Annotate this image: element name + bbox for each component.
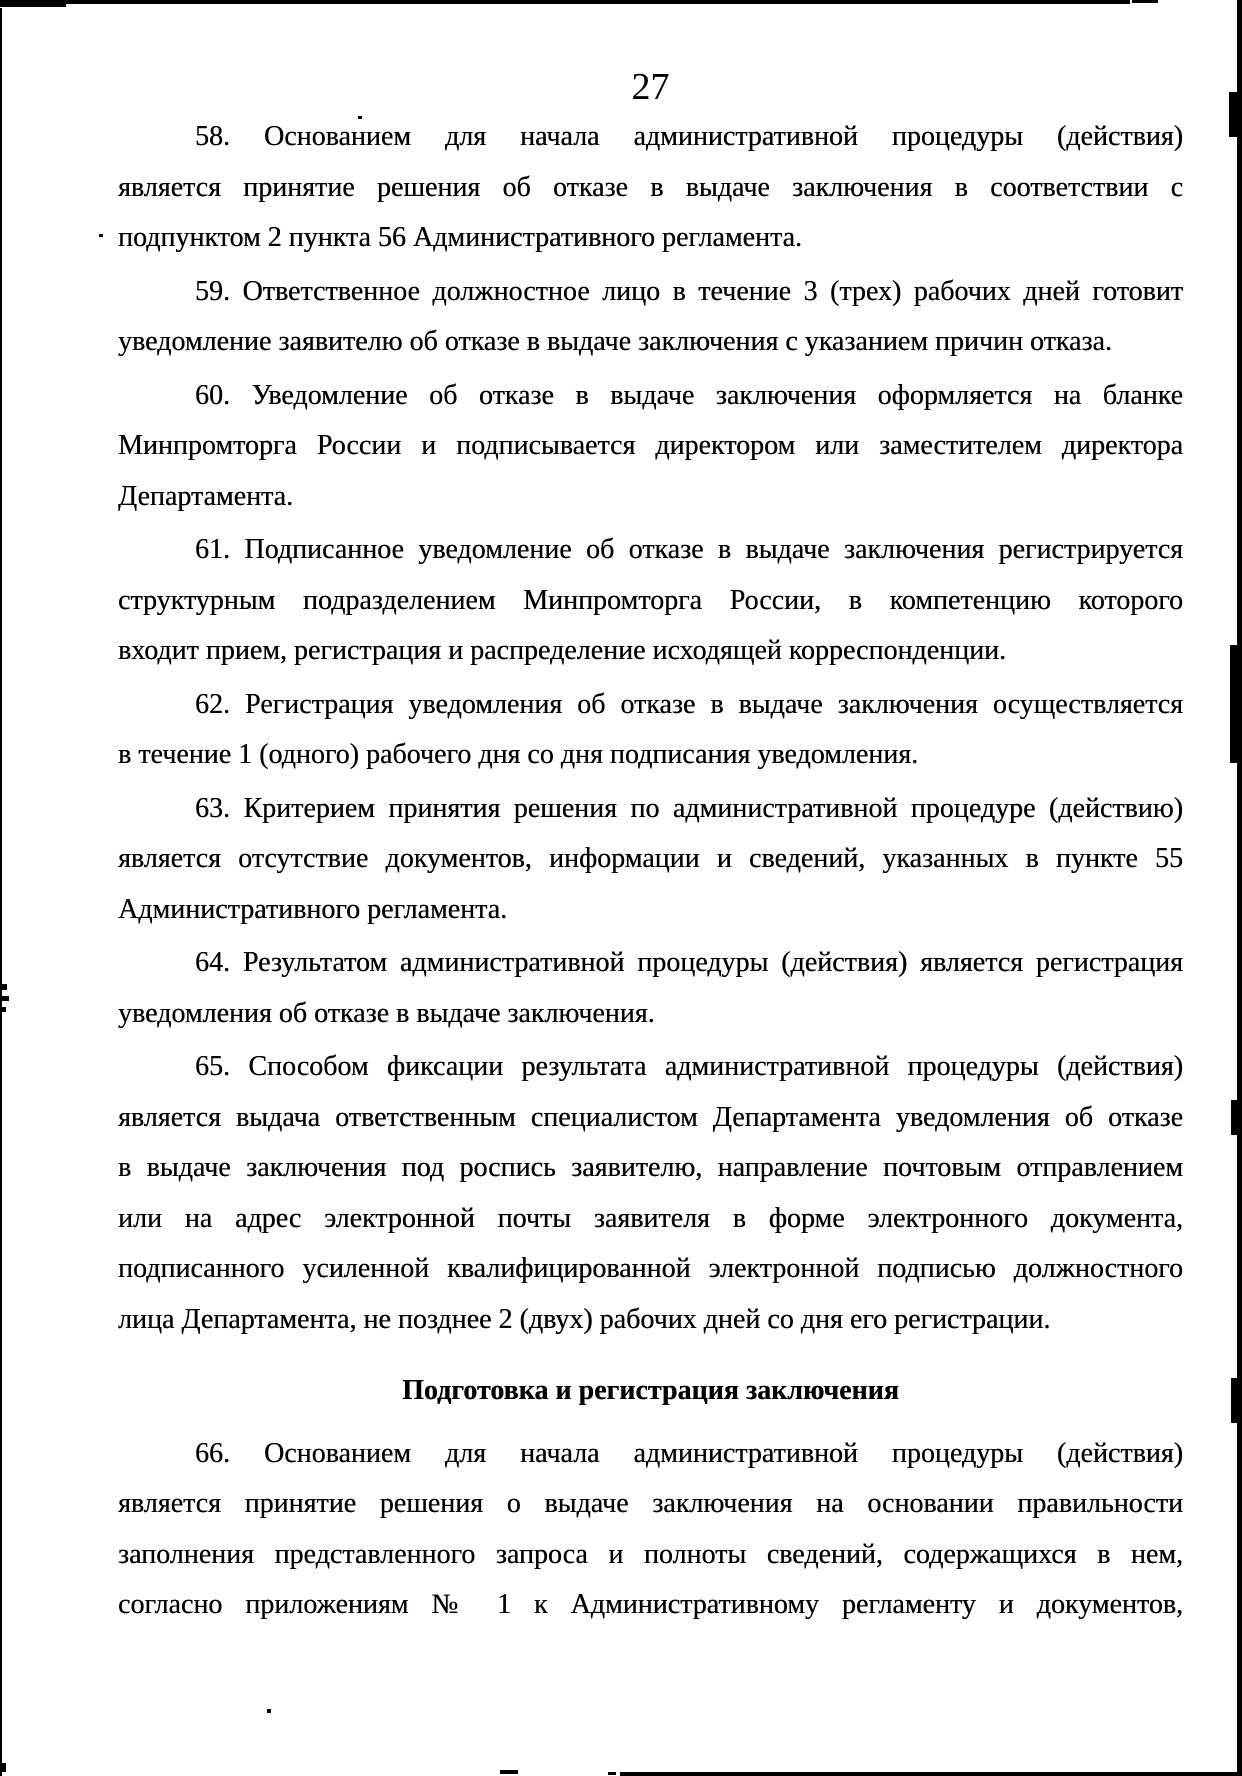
paragraph-64 bbox=[118, 938, 1183, 1039]
scan-artifact-right-tick bbox=[1229, 92, 1237, 137]
paragraph-64-line: уведомления об отказе в выдаче заключения. bbox=[118, 997, 655, 1029]
paragraph-64-line: 64. Результатом административной процедуры (действия) является регистрация bbox=[195, 947, 1183, 978]
paragraph-59-line: уведомление заявителю об отказе в выдаче заключения с указанием причин отказа. bbox=[118, 326, 1112, 357]
paragraph-66-line: заполнения представленного запроса и полноты сведений, содержащихся в нем, bbox=[118, 1538, 1183, 1570]
paragraph-61-line: структурным подразделением Минпромторга России, в компетенцию которого bbox=[118, 584, 1183, 616]
scan-artifact-right-tick bbox=[1231, 1378, 1237, 1423]
paragraph-66-line: согласно приложениям № 1 к Административному регламенту и документов, bbox=[118, 1589, 1183, 1620]
scan-artifact-right-border bbox=[1237, 0, 1242, 1776]
paragraph-62-line: 62. Регистрация уведомления об отказе в выдаче заключения осуществляется bbox=[195, 688, 1183, 720]
paragraph-63 bbox=[118, 784, 1183, 936]
page-number: 27 bbox=[631, 66, 670, 108]
paragraph-66-line: является принятие решения о выдаче заключения на основании правильности bbox=[118, 1488, 1183, 1519]
paragraph-65-line: в выдаче заключения под роспись заявителю, направление почтовым отправлением bbox=[118, 1152, 1183, 1183]
section-heading-preparation: Подготовка и регистрация заключения bbox=[402, 1375, 899, 1406]
scan-artifact-bottom-mid-mark bbox=[500, 1770, 518, 1774]
text-body bbox=[118, 112, 1183, 1631]
paragraph-60-line: Минпромторга России и подписывается директором или заместителем директора bbox=[118, 430, 1183, 461]
scan-artifact-bottom-border bbox=[620, 1772, 1242, 1776]
scan-artifact-right-tick bbox=[1231, 1100, 1237, 1135]
paragraph-62-line: в течение 1 (одного) рабочего дня со дня подписания уведомления. bbox=[118, 739, 919, 770]
paragraph-58-line: является принятие решения об отказе в выдаче заключения в соответствии с bbox=[118, 171, 1183, 203]
paragraph-65-line: подписанного усиленной квалифицированной электронной подписью должностного bbox=[118, 1253, 1183, 1284]
paragraph-65-line: или на адрес электронной почты заявителя в форме электронного документа, bbox=[118, 1202, 1183, 1234]
paragraph-66-line: 66. Основанием для начала административной процедуры (действия) bbox=[195, 1437, 1183, 1469]
scan-artifact-top-border-dots bbox=[1132, 0, 1158, 3]
paragraph-59 bbox=[118, 267, 1183, 368]
scan-speck bbox=[99, 234, 103, 237]
paragraph-60-line: 60. Уведомление об отказе в выдаче заключения оформляется на бланке bbox=[195, 379, 1183, 411]
scan-artifact-left-tick bbox=[0, 1007, 6, 1012]
scan-artifact-left-tick bbox=[0, 996, 9, 1001]
paragraph-62 bbox=[118, 680, 1183, 781]
scan-artifact-bottom-left-mark bbox=[0, 1763, 6, 1772]
paragraph-58-line: 58. Основанием для начала административной процедуры (действия) bbox=[195, 121, 1183, 152]
paragraph-63-line: 63. Критерием принятия решения по административной процедуре (действию) bbox=[195, 792, 1183, 824]
paragraph-58-line: подпунктом 2 пункта 56 Административного регламента. bbox=[118, 222, 802, 253]
scan-artifact-bottom-dots bbox=[608, 1772, 616, 1775]
scan-artifact-right-tick bbox=[1230, 645, 1237, 763]
scan-artifact-left-tick bbox=[0, 984, 7, 990]
paragraph-65-line: является выдача ответственным специалистом Департамента уведомления об отказе bbox=[118, 1101, 1183, 1133]
paragraph-65-line: 65. Способом фиксации результата административной процедуры (действия) bbox=[195, 1051, 1183, 1082]
paragraph-60-line: Департамента. bbox=[118, 480, 294, 512]
scan-artifact-left-border bbox=[0, 8, 2, 1776]
scan-artifact-top-border-thick bbox=[0, 0, 66, 7]
paragraph-63-line: Административного регламента. bbox=[118, 893, 508, 925]
paragraph-61 bbox=[118, 525, 1183, 677]
paragraph-60 bbox=[118, 371, 1183, 523]
paragraph-66 bbox=[118, 1429, 1183, 1631]
paragraph-59-line: 59. Ответственное должностное лицо в течение 3 (трех) рабочих дней готовит bbox=[195, 275, 1183, 307]
paragraph-58 bbox=[118, 112, 1183, 264]
scan-artifact-top-border bbox=[0, 0, 1130, 4]
paragraph-63-line: является отсутствие документов, информации и сведений, указанных в пункте 55 bbox=[118, 843, 1183, 874]
paragraph-61-line: входит прием, регистрация и распределение исходящей корреспонденции. bbox=[118, 635, 1007, 666]
paragraph-61-line: 61. Подписанное уведомление об отказе в выдаче заключения регистрируется bbox=[195, 534, 1183, 565]
scan-speck bbox=[267, 1709, 271, 1713]
paragraph-65-line: лица Департамента, не позднее 2 (двух) рабочих дней со дня его регистрации. bbox=[118, 1303, 1051, 1335]
paragraph-65 bbox=[118, 1042, 1183, 1345]
